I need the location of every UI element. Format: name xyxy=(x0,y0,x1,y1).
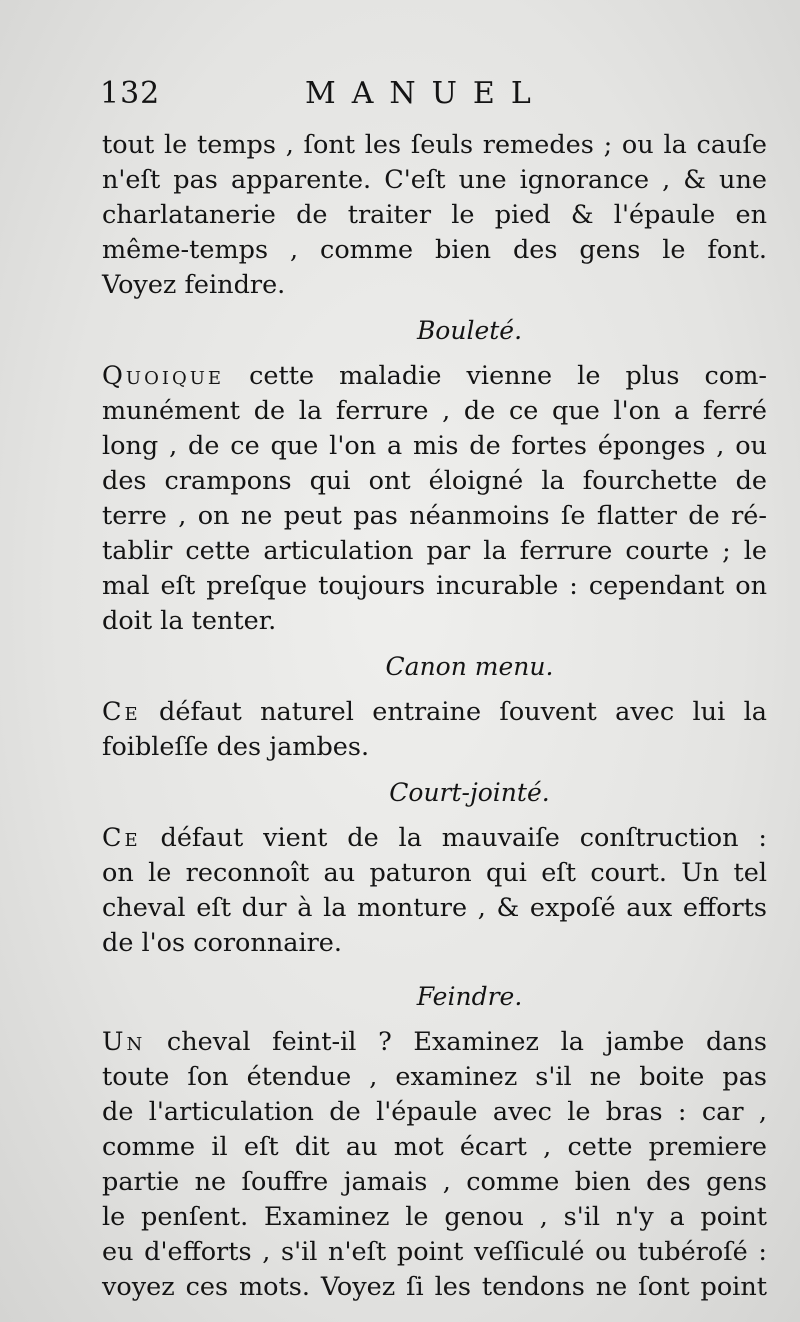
line-rest: défaut vient de la mauvaiſe conſtruction : xyxy=(140,823,767,853)
lead-word: Quoique xyxy=(102,361,225,391)
running-head: MANUEL xyxy=(305,76,547,111)
section-heading-feindre: Feindre. xyxy=(416,982,523,1011)
text-line: de l'os coronnaire. xyxy=(102,928,342,958)
text-line: foibleſſe des jambes. xyxy=(102,732,370,762)
spacer xyxy=(102,961,767,969)
text-line: long , de ce que l'on a mis de fortes éponges , ou xyxy=(102,431,767,461)
text-line xyxy=(102,821,767,856)
text-line: n'eſt pas apparente. C'eſt une ignorance , & une xyxy=(102,165,767,195)
text-line: munément de la ferrure , de ce que l'on a ferré xyxy=(102,396,767,426)
line-rest: défaut naturel entraine ſouvent avec lui la xyxy=(140,697,767,727)
text-line xyxy=(102,359,767,394)
text-line: charlatanerie de traiter le pied & l'épaule en xyxy=(102,200,767,230)
text-line: de l'articulation de l'épaule avec le bras : car , xyxy=(102,1097,767,1127)
text-line: toute ſon étendue , examinez s'il ne boite pas xyxy=(102,1062,767,1092)
text-line: tout le temps , ſont les ſeuls remedes ; ou la cauſe xyxy=(102,130,767,160)
text-line: partie ne ſouffre jamais , comme bien des gens xyxy=(102,1167,767,1197)
lead-word: Un xyxy=(102,1027,146,1057)
text-line xyxy=(102,1025,767,1060)
text-line: voyez ces mots. Voyez ſi les tendons ne ſont point xyxy=(102,1272,767,1302)
text-line: tablir cette articulation par la ferrure courte ; le xyxy=(102,536,767,566)
lead-word: Ce xyxy=(102,697,141,727)
page-header xyxy=(100,72,760,122)
text-line: mal eſt preſque toujours incurable : cependant on xyxy=(102,571,767,601)
text-line: eu d'efforts , s'il n'eſt point veſſiculé ou tubéroſé : xyxy=(102,1237,767,1267)
text-line: doit la tenter. xyxy=(102,606,277,636)
line-rest: cheval feint-il ? Examinez la jambe dans xyxy=(145,1027,767,1057)
text-line: comme il eſt dit au mot écart , cette premiere xyxy=(102,1132,767,1162)
page-number: 132 xyxy=(100,76,161,111)
text-line: même-temps , comme bien des gens le font. xyxy=(102,235,767,265)
text-line: des crampons qui ont éloigné la fourchette de xyxy=(102,466,767,496)
text-line: cheval eſt dur à la monture , & expoſé aux efforts xyxy=(102,893,767,923)
text-line xyxy=(102,695,767,730)
body-text xyxy=(102,128,767,1305)
line-rest: cette maladie vienne le plus com- xyxy=(224,361,767,391)
text-line: on le reconnoît au paturon qui eſt court. Un tel xyxy=(102,858,767,888)
text-line: le penſent. Examinez le genou , s'il n'y a point xyxy=(102,1202,767,1232)
text-line: terre , on ne peut pas néanmoins ſe flatter de ré- xyxy=(102,501,767,531)
text-line: Voyez feindre. xyxy=(102,270,286,300)
section-heading-court-jointe: Court-jointé. xyxy=(389,778,550,807)
section-heading-canon-menu: Canon menu. xyxy=(385,652,554,681)
lead-word: Ce xyxy=(102,823,141,853)
section-heading-boulete: Bouleté. xyxy=(416,316,523,345)
